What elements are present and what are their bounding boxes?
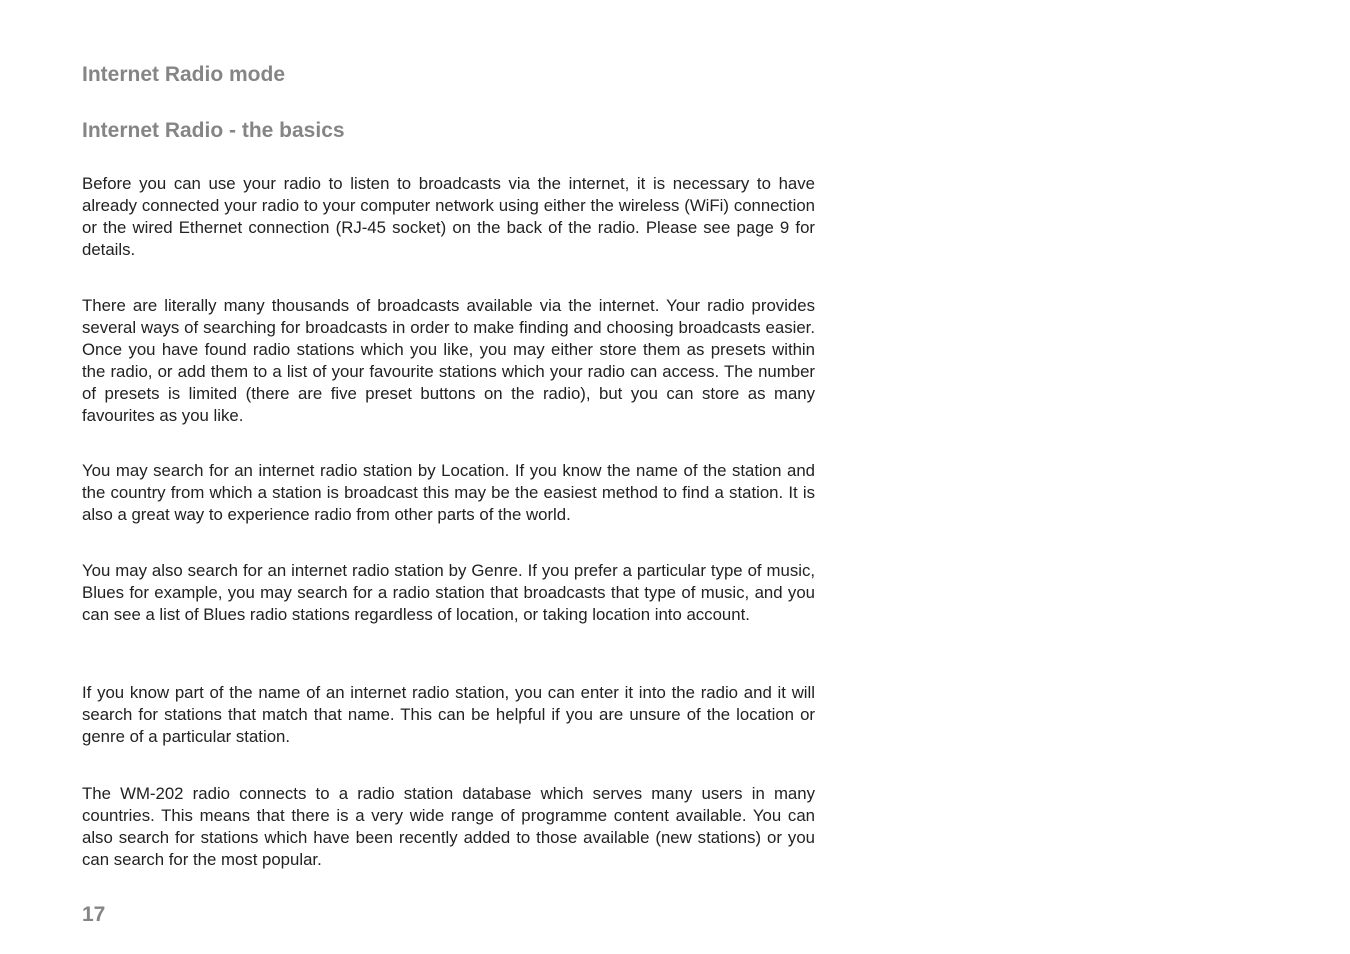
paragraph-search-by-name: If you know part of the name of an internet radio station, you can enter it into the radio and it will search for stations that match that name. This can be helpful if you are unsure of the location or genre of a particular station. [82, 683, 815, 746]
paragraph-search-by-genre: You may also search for an internet radio station by Genre. If you prefer a particular type of music, Blues for example, you may search for a radio station that broadcasts that type of music, and you can see a list of Blues radio stations regardless of location, or taking location into account. [82, 561, 815, 624]
page-number: 17 [82, 903, 106, 926]
paragraph-search-by-location: You may search for an internet radio station by Location. If you know the name of the station and the country from which a station is broadcast this may be the easiest method to find a station. It is also a great way to experience radio from other parts of the world. [82, 461, 815, 524]
section-title: Internet Radio mode [82, 63, 286, 86]
paragraph-station-database: The WM-202 radio connects to a radio station database which serves many users in many countries. This means that there is a very wide range of programme content available. You can also search for stations which have been recently added to those available (new stations) or you can search for the most popular. [82, 784, 815, 869]
paragraph-searching-and-presets: There are literally many thousands of broadcasts available via the internet. Your radio provides several ways of searching for broadcasts in order to make finding and choosing broadcasts easier. Once you have found radio stations which you like, you may either store them as presets within the radio, or add them to a list of your favourite stations which your radio can access. The number of presets is limited (there are five preset buttons on the radio), but you can store as many favourites as you like. [82, 296, 815, 425]
subsection-title: Internet Radio - the basics [82, 119, 345, 142]
paragraph-network-requirement: Before you can use your radio to listen to broadcasts via the internet, it is necessary to have already connected your radio to your computer network using either the wireless (WiFi) connection or the wired Ethernet connection (RJ-45 socket) on the back of the radio. Please see page 9 for details. [82, 174, 815, 259]
